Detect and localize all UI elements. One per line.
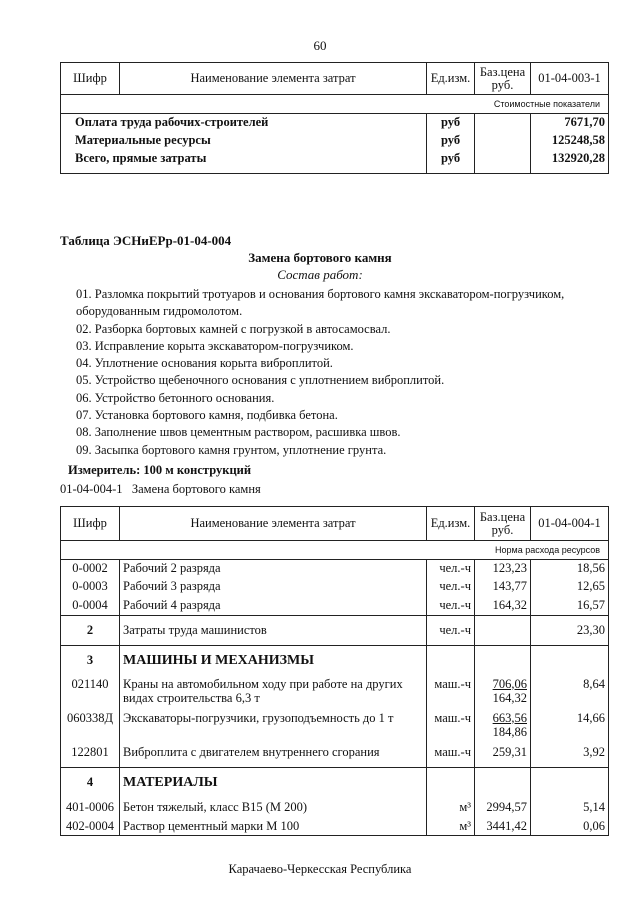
- table-cell: 2: [61, 616, 120, 646]
- table-cell: 3441,42: [475, 818, 531, 836]
- table-cell: 18,56: [531, 560, 609, 578]
- table-cell: м³: [427, 818, 475, 836]
- table-cell: руб: [427, 132, 475, 150]
- work-item: 07. Установка бортового камня, подбивка бетона.: [76, 408, 338, 423]
- table-cell: 401-0006: [61, 798, 120, 818]
- table-cell: 0-0002: [61, 560, 120, 578]
- item-code-line: 01-04-004-1 Замена бортового камня: [60, 482, 261, 496]
- table-subheader: Норма расхода ресурсов: [61, 541, 609, 560]
- table-row: Оплата труда рабочих-строителей: [61, 114, 427, 132]
- table-cell: [475, 710, 531, 744]
- table-row: [61, 818, 609, 836]
- table-cell: 12,65: [531, 578, 609, 596]
- table-row: [61, 798, 609, 818]
- table-row: [61, 596, 609, 616]
- table-cell: 0-0003: [61, 578, 120, 596]
- table-cell: чел.-ч: [427, 596, 475, 616]
- table-heading: Таблица ЭСНиЕРр-01-04-004: [60, 233, 232, 248]
- page-number: 60: [313, 38, 327, 53]
- price-machine: 706,06: [492, 676, 527, 691]
- table-cell: 5,14: [531, 798, 609, 818]
- table-cell: [475, 768, 531, 798]
- header-value: 01-04-003-1: [531, 63, 609, 95]
- table-cell: Затраты труда машинистов: [120, 616, 427, 646]
- header-code: Шифр: [61, 63, 120, 95]
- work-item: 05. Устройство щебеночного основания с уплотнением виброплитой.: [76, 373, 445, 388]
- section-row: [61, 646, 609, 676]
- composition-label: Состав работ:: [277, 267, 363, 282]
- table-row: Всего, прямые затраты: [61, 150, 427, 174]
- table-cell: 143,77: [475, 578, 531, 596]
- table-cell: [531, 646, 609, 676]
- work-item: 06. Устройство бетонного основания.: [76, 390, 275, 405]
- table-cell: 3,92: [531, 744, 609, 768]
- table-cell: [475, 114, 531, 132]
- table-cell: 259,31: [475, 744, 531, 768]
- table-cell: маш.-ч: [427, 744, 475, 768]
- table-cell: м³: [427, 798, 475, 818]
- table-cell: 125248,58: [531, 132, 609, 150]
- table-cell: МАТЕРИАЛЫ: [120, 768, 427, 798]
- table-cell: Рабочий 3 разряда: [120, 578, 427, 596]
- table-cell: [475, 132, 531, 150]
- table-cell: Бетон тяжелый, класс В15 (М 200): [120, 798, 427, 818]
- table-cell: руб: [427, 150, 475, 174]
- table-cell: 23,30: [531, 616, 609, 646]
- table-row: [61, 676, 609, 710]
- section-row: [61, 768, 609, 798]
- table-row: Материальные ресурсы: [61, 132, 427, 150]
- header-name: Наименование элемента затрат: [120, 507, 427, 541]
- section-title: Замена бортового камня: [248, 250, 392, 265]
- table-row: [61, 578, 609, 596]
- table-cell: Виброплита с двигателем внутреннего сгорания: [120, 744, 427, 768]
- table-cell: Раствор цементный марки М 100: [120, 818, 427, 836]
- table-cell: 402-0004: [61, 818, 120, 836]
- table-cell: 2994,57: [475, 798, 531, 818]
- table-cell: [427, 646, 475, 676]
- table-cell: 3: [61, 646, 120, 676]
- work-item: 03. Исправление корыта экскаватором-погрузчиком.: [76, 338, 354, 353]
- table-cell: [475, 150, 531, 174]
- table-cell: чел.-ч: [427, 578, 475, 596]
- table-cell: маш.-ч: [427, 710, 475, 744]
- work-list: [60, 286, 600, 459]
- table-cell: руб: [427, 114, 475, 132]
- table-cell: 0-0004: [61, 596, 120, 616]
- table-cell: 021140: [61, 676, 120, 710]
- table-row: [61, 560, 609, 578]
- table-subheader: Стоимостные показатели: [61, 95, 609, 114]
- header-price: Баз.цена руб.: [475, 507, 531, 541]
- table-row: [61, 744, 609, 768]
- table-cell: 060338Д: [61, 710, 120, 744]
- work-item: 09. Засыпка бортового камня грунтом, уплотнение грунта.: [76, 442, 387, 457]
- table-cell: [531, 768, 609, 798]
- table-cell: Экскаваторы-погрузчики, грузоподъемность до 1 т: [120, 710, 427, 744]
- table-cell: чел.-ч: [427, 616, 475, 646]
- header-price: Баз.цена руб.: [475, 63, 531, 95]
- table-cell: [475, 676, 531, 710]
- measure-unit: Измеритель: 100 м конструкций: [68, 463, 252, 477]
- header-unit: Ед.изм.: [427, 63, 475, 95]
- table-cell: 8,64: [531, 676, 609, 710]
- table-cell: [475, 646, 531, 676]
- table-cell: Рабочий 4 разряда: [120, 596, 427, 616]
- table-cell: чел.-ч: [427, 560, 475, 578]
- page-footer: Карачаево-Черкесская Республика: [228, 862, 412, 876]
- table-cell: 7671,70: [531, 114, 609, 132]
- work-item: 02. Разборка бортовых камней с погрузкой в автосамосвал.: [76, 321, 391, 336]
- table-cell: 164,32: [475, 596, 531, 616]
- price-wage: 184,86: [492, 724, 527, 739]
- price-wage: 164,32: [492, 690, 527, 705]
- table-cell: МАШИНЫ И МЕХАНИЗМЫ: [120, 646, 427, 676]
- work-item: 08. Заполнение швов цементным раствором, расшивка швов.: [76, 425, 401, 440]
- table-cell: 0,06: [531, 818, 609, 836]
- price-machine: 663,56: [492, 710, 527, 725]
- table-cell: [427, 768, 475, 798]
- table-row: [61, 616, 609, 646]
- table-cell: 132920,28: [531, 150, 609, 174]
- resource-norms-table: [60, 506, 609, 836]
- work-item: 04. Уплотнение основания корыта виброплитой.: [76, 356, 333, 371]
- table-cell: 14,66: [531, 710, 609, 744]
- header-value: 01-04-004-1: [531, 507, 609, 541]
- header-name: Наименование элемента затрат: [120, 63, 427, 95]
- header-code: Шифр: [61, 507, 120, 541]
- table-cell: маш.-ч: [427, 676, 475, 710]
- header-unit: Ед.изм.: [427, 507, 475, 541]
- table-row: [61, 710, 609, 744]
- table-cell: [475, 616, 531, 646]
- cost-indicators-table: [60, 62, 609, 174]
- table-cell: 16,57: [531, 596, 609, 616]
- table-cell: Краны на автомобильном ходу при работе на других видах строительства 6,3 т: [120, 676, 427, 710]
- table-cell: 4: [61, 768, 120, 798]
- table-cell: 123,23: [475, 560, 531, 578]
- table-cell: 122801: [61, 744, 120, 768]
- table-cell: Рабочий 2 разряда: [120, 560, 427, 578]
- work-item: 01. Разломка покрытий тротуаров и основания бортового камня экскаватором-погрузчиком, оборудованным гидромолотом.: [76, 287, 565, 319]
